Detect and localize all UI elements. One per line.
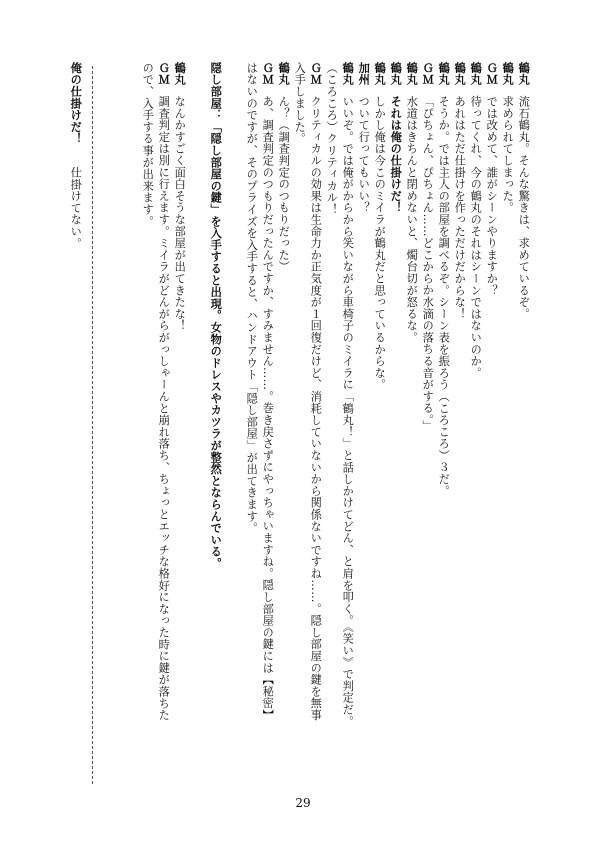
line-text: クリティカルの効果は生命力か正気度が１回復だけど、消耗していないから関係ないですね……。隠し部屋の鍵を無事 xyxy=(309,95,323,721)
line-text: 入手しました。 xyxy=(293,62,307,145)
speaker-name: 鶴丸 xyxy=(517,62,531,86)
line-17 xyxy=(262,62,273,721)
line-6 xyxy=(438,62,449,497)
line-text: はないのですが、そのプライズを入手すると、ハンドアウト「隠し部屋」が出てきます。 xyxy=(245,62,259,534)
speaker-name: 鶴丸 xyxy=(469,62,483,86)
line-16 xyxy=(278,62,289,273)
line-text: 水道はきちんと閉めないと、燭台切が怒るな。 xyxy=(405,95,419,344)
speaker-name: ＧＭ xyxy=(157,62,171,86)
line-15 xyxy=(294,62,305,145)
speaker-name: 鶴丸 xyxy=(277,62,291,86)
speaker-name: 鶴丸 xyxy=(437,62,451,86)
line-5 xyxy=(454,62,465,320)
line-text: 「ぴちょん、ぴちょん……どこからか水滴の落ちる音がする。」 xyxy=(421,95,435,433)
line-text: いいぞ。では俺がからから笑いながら車椅子のミイラに「鶴丸！」と話しかけてどん、と肩を叩く。《笑い》で判定だ。 xyxy=(341,95,355,728)
line-4 xyxy=(470,62,481,379)
line-12 xyxy=(342,62,353,727)
line-10 xyxy=(374,62,385,391)
speaker-name: 鶴丸 xyxy=(341,62,355,86)
line-text: ので、入手する事が出来ます。 xyxy=(141,62,155,228)
speaker-name: ＧＭ xyxy=(421,62,435,86)
speaker-name: 鶴丸 xyxy=(453,62,467,86)
margin-note-label: 俺の仕掛けだ！ xyxy=(69,62,83,145)
line-text: では改めて、誰がシーンやりますか？ xyxy=(485,95,499,297)
margin-divider xyxy=(92,66,93,784)
line-1 xyxy=(518,62,529,320)
line-text: あれはただ仕掛けを作っただけだからな！ xyxy=(453,95,467,320)
handout-line xyxy=(210,62,221,569)
margin-note-text: 仕掛けてない。 xyxy=(69,166,83,250)
line-text: そうか。では主人の部屋を調べるぞ。シーン表を振ろう（ころころ）３だ。 xyxy=(437,95,451,497)
line-text: しかし俺は今このミイラが鶴丸だと思っているからな。 xyxy=(373,95,387,391)
line-2 xyxy=(502,62,513,214)
line-text: あ、調査判定のつもりだったんですか、すみません……。巻き戻さずにやっちゃいますね。隠し部屋の鍵には【秘密】 xyxy=(261,95,275,721)
line-text: 調査判定は別に行えます。ミイラがどんがらがっしゃーんと崩れ落ち、ちょっとエッチな格好になった時に鍵が落ちた xyxy=(157,95,171,722)
line-text: それは俺の仕掛けだ！ xyxy=(389,95,403,214)
line-11 xyxy=(358,62,369,214)
line-text: 求められてしまった。 xyxy=(501,95,515,214)
speaker-name: 鶴丸 xyxy=(173,62,187,86)
line-7 xyxy=(422,62,433,432)
line-18 xyxy=(246,62,257,534)
speaker-name: 加州 xyxy=(357,62,371,86)
line-text: 待ってくれ、今の鶴丸のそれはシーンではないのか。 xyxy=(469,95,483,379)
line-text: （ころころ）クリティカル！ xyxy=(325,62,339,216)
line-text: 流石鶴丸。そんな驚きは、求めているぞ。 xyxy=(517,95,531,320)
line-text: ん？（調査判定のつもりだった） xyxy=(277,95,291,273)
line-23 xyxy=(142,62,153,227)
line-9 xyxy=(390,62,401,214)
line-21 xyxy=(174,62,185,332)
line-14 xyxy=(310,62,321,721)
speaker-name: ＧＭ xyxy=(485,62,499,86)
page-number: 29 xyxy=(295,796,311,810)
speaker-name: ＧＭ xyxy=(261,62,275,86)
speaker-name: 鶴丸 xyxy=(373,62,387,86)
line-text: なんかすごく面白そうな部屋が出てきたな！ xyxy=(173,95,187,332)
speaker-name: 鶴丸 xyxy=(501,62,515,86)
line-22 xyxy=(158,62,169,721)
line-8 xyxy=(406,62,417,343)
margin-note xyxy=(70,62,81,249)
speaker-name: 鶴丸 xyxy=(405,62,419,86)
speaker-name: ＧＭ xyxy=(309,62,323,86)
line-text: ついて行ってもいい？ xyxy=(357,95,371,214)
line-3 xyxy=(486,62,497,296)
speaker-name: 鶴丸 xyxy=(389,62,403,86)
handout-text: 隠し部屋：「隠し部屋の鍵」を入手すると出現。女物のドレスやカツラが整然とならんでいる。 xyxy=(209,62,223,570)
line-13 xyxy=(326,62,337,215)
